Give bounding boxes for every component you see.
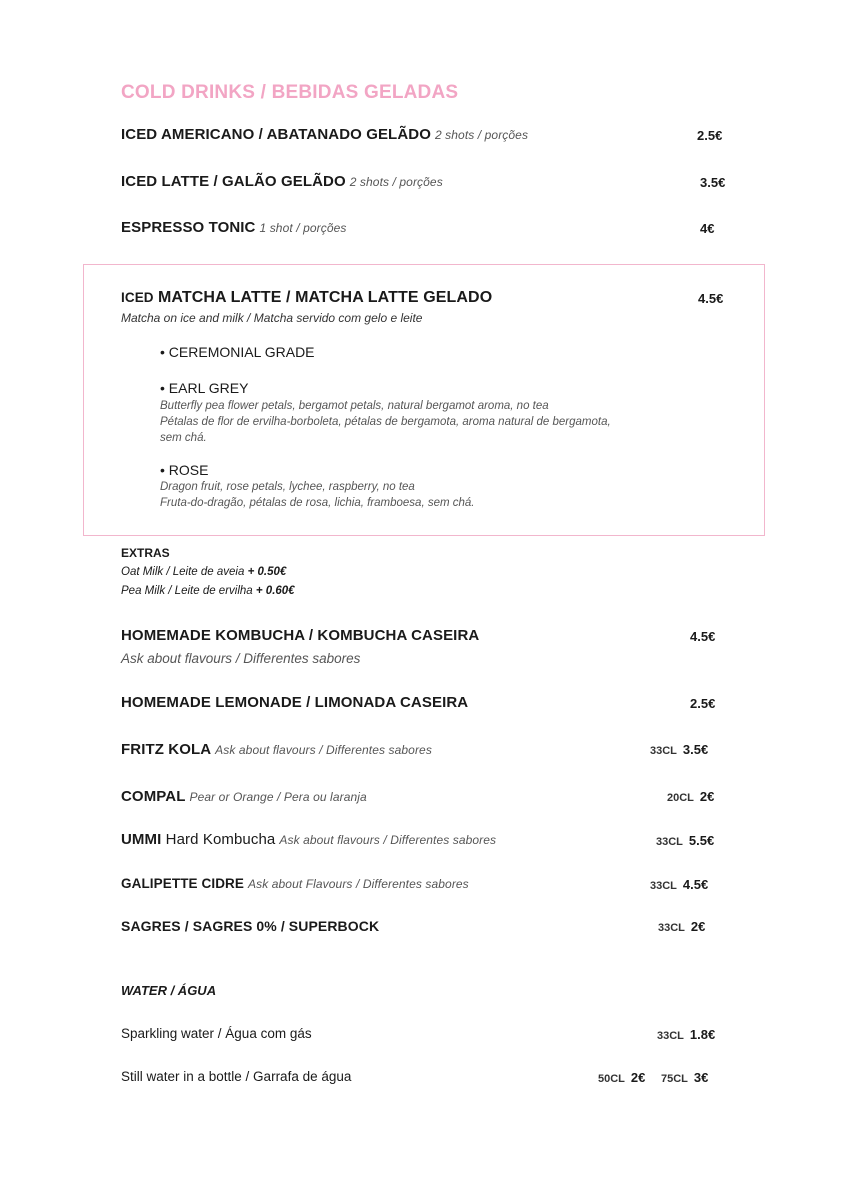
item-volume-price [658,919,705,934]
item-name: GALIPETTE CIDRE [121,876,245,891]
item-note: Ask about flavours / Differentes sabores [121,651,361,666]
item-volume: 33CL [650,745,677,757]
extra-item [121,585,295,597]
variety-description: Dragon fruit, rose petals, lychee, raspberry, no tea [160,481,415,493]
item-volume: 50CL [598,1073,625,1085]
item-price: 2.5€ [690,696,716,711]
item-price: 1.8€ [689,1027,716,1042]
item-price: 4.5€ [690,629,716,644]
item-note: Ask about Flavours / Differentes sabores [248,877,469,891]
item-price: 2.5€ [697,128,723,143]
item-name-rest: Hard Kombucha [165,831,276,848]
section-title: COLD DRINKS / BEBIDAS GELADAS [121,82,459,103]
item-volume-price [650,742,708,757]
item-name: ICED AMERICANO / ABATANADO GELÃDO [121,126,431,143]
item-prefix: ICED [121,290,154,305]
menu-item-lemonade: HOMEMADE LEMONADE / LIMONADA CASEIRA [121,694,469,711]
extra-label: Oat Milk / Leite de aveia [121,566,245,578]
extras-heading: EXTRAS [121,546,170,560]
item-price: 3.5€ [682,742,709,757]
item-price: 3.5€ [700,175,726,190]
extra-price: + 0.60€ [255,585,295,597]
item-name: ICED LATTE / GALÃO GELÃDO [121,173,346,190]
item-volume-price [657,1027,715,1042]
menu-item-matcha-latte [121,289,492,307]
item-price: 4€ [700,221,715,236]
item-subtitle: Matcha on ice and milk / Matcha servido com gelo e leite [121,311,423,325]
menu-item-espresso-tonic [121,219,346,236]
menu-item-fritz-kola [121,741,432,758]
menu-item-iced-americano [121,126,528,143]
menu-item-compal [121,788,367,805]
item-name: MATCHA LATTE / MATCHA LATTE GELADO [157,289,493,306]
extra-label: Pea Milk / Leite de ervilha [121,585,253,597]
item-volume-price [667,789,714,804]
item-name: UMMI [121,831,162,848]
extra-item [121,566,286,578]
item-note: Ask about flavours / Differentes sabores [215,743,432,757]
menu-item-beer: SAGRES / SAGRES 0% / SUPERBOCK [121,918,380,934]
item-price: 2€ [630,1070,646,1085]
menu-item-ummi [121,831,496,848]
item-volume: 33CL [658,922,685,934]
menu-item-galipette [121,876,469,891]
variety-description: Butterfly pea flower petals, bergamot petals, natural bergamot aroma, no tea [160,400,549,412]
item-note: 2 shots / porções [349,175,443,189]
item-name: ESPRESSO TONIC [121,219,256,236]
item-volume: 20CL [667,792,694,804]
variety-description-pt: Fruta-do-dragão, pétalas de rosa, lichia, framboesa, sem chá. [160,497,475,509]
item-price: 2€ [690,919,706,934]
item-price: 4.5€ [682,877,709,892]
item-volume-price [656,833,714,848]
item-note: 1 shot / porções [259,221,347,235]
item-note: Ask about flavours / Differentes sabores [279,833,497,847]
water-item-still: Still water in a bottle / Garrafa de água [121,1069,352,1084]
item-volume: 33CL [657,1030,684,1042]
item-volume: 75CL [661,1073,688,1085]
menu-item-kombucha: HOMEMADE KOMBUCHA / KOMBUCHA CASEIRA [121,627,480,644]
item-volume: 33CL [650,880,677,892]
item-price: 4.5€ [698,291,724,306]
item-name: FRITZ KOLA [121,741,212,758]
menu-item-iced-latte [121,173,443,190]
water-heading: WATER / ÁGUA [121,983,217,998]
variety-earl-grey: • EARL GREY [160,380,249,396]
variety-description-pt: Pétalas de flor de ervilha-borboleta, pétalas de bergamota, aroma natural de bergamota, sem chá. [160,416,611,444]
item-volume-price [650,877,708,892]
item-volume-price [598,1070,708,1085]
water-item-sparkling: Sparkling water / Água com gás [121,1026,312,1041]
item-note: 2 shots / porções [434,128,529,142]
variety-ceremonial: • CEREMONIAL GRADE [160,344,315,360]
item-price: 5.5€ [688,833,715,848]
item-note: Pear or Orange / Pera ou laranja [189,790,367,804]
extra-price: + 0.50€ [247,566,287,578]
item-name: COMPAL [121,788,186,805]
item-volume: 33CL [656,836,683,848]
variety-rose: • ROSE [160,462,209,478]
item-price: 2€ [699,789,715,804]
item-price: 3€ [693,1070,709,1085]
